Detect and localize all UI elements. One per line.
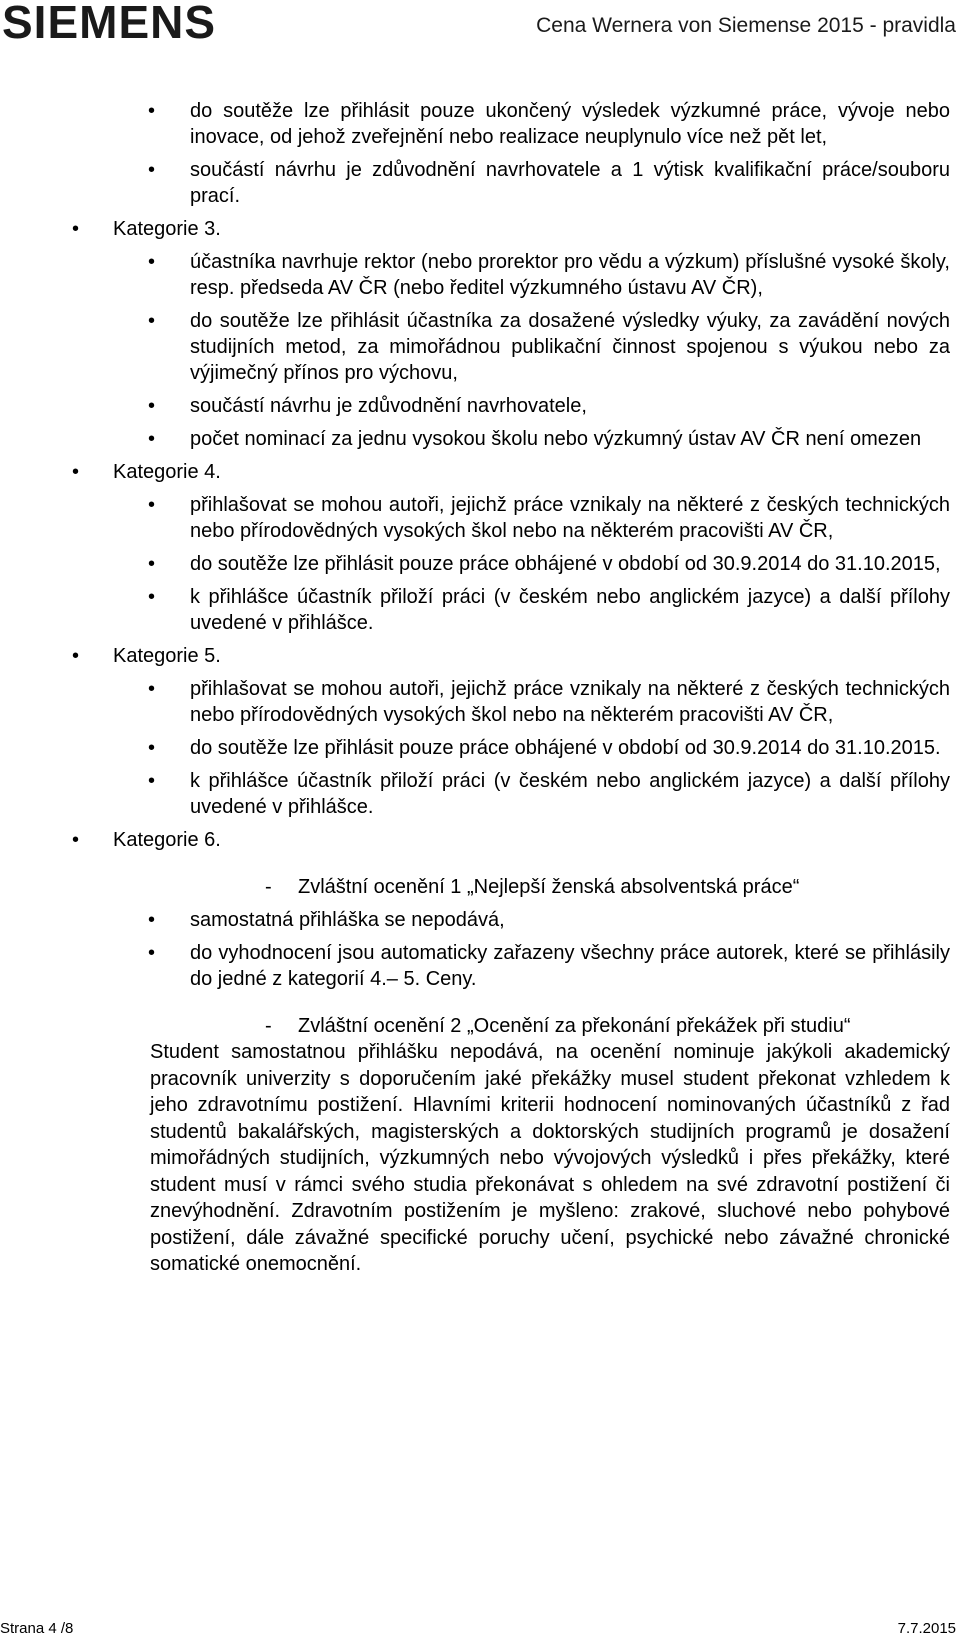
special-award-title: Zvláštní ocenění 1 „Nejlepší ženská absolventská práce“: [298, 876, 800, 898]
list-item: • do soutěže lze přihlásit pouze ukončený výsledek výzkumné práce, vývoje nebo inovace, od jehož zveřejnění nebo realizace neuplynulo více než pět let,: [0, 98, 960, 150]
special-award-heading: [0, 1013, 960, 1039]
list-item: • do soutěže lze přihlásit účastníka za dosažené výsledky výuky, za zavádění nových studijních metod, za mimořádnou publikační činnost spojenou s výukou nebo za výjimečný přínos pro výchovu,: [0, 308, 960, 386]
footer-date: 7.7.2015: [897, 1620, 956, 1637]
list-item: • přihlašovat se mohou autoři, jejichž práce vznikaly na některé z českých technických nebo přírodovědných vysokých škol nebo na některém pracovišti AV ČR,: [0, 676, 960, 728]
dash-marker: -: [265, 1015, 272, 1037]
list-item: • účastníka navrhuje rektor (nebo prorektor pro vědu a výzkum) příslušné vysoké školy, resp. předseda AV ČR (nebo ředitel výzkumného ústavu AV ČR),: [0, 249, 960, 301]
list-item: • samostatná přihláška se nepodává,: [0, 907, 960, 933]
category-heading: • Kategorie 5.: [0, 643, 960, 669]
category-heading: • Kategorie 3.: [0, 216, 960, 242]
list-item: • součástí návrhu je zdůvodnění navrhovatele,: [0, 393, 960, 419]
category-heading: • Kategorie 6.: [0, 827, 960, 853]
dash-marker: -: [265, 876, 272, 898]
list-item: • přihlašovat se mohou autoři, jejichž práce vznikaly na některé z českých technických nebo přírodovědných vysokých škol nebo na některém pracovišti AV ČR,: [0, 492, 960, 544]
category-heading: • Kategorie 4.: [0, 459, 960, 485]
page-header: [0, 0, 960, 48]
list-item: • do vyhodnocení jsou automaticky zařazeny všechny práce autorek, které se přihlásily do jedné z kategorií 4.– 5. Ceny.: [0, 940, 960, 992]
list-item: • do soutěže lze přihlásit pouze práce obhájené v období od 30.9.2014 do 31.10.2015,: [0, 551, 960, 577]
special-award-title: Zvláštní ocenění 2 „Ocenění za překonání překážek při studiu“: [298, 1015, 851, 1037]
list-item: • k přihlášce účastník přiloží práci (v českém nebo anglickém jazyce) a další přílohy uvedené v přihlášce.: [0, 768, 960, 820]
page-number: Strana 4 /8: [0, 1620, 74, 1637]
list-item: • počet nominací za jednu vysokou školu nebo výzkumný ústav AV ČR není omezen: [0, 426, 960, 452]
body-paragraph: Student samostatnou přihlášku nepodává, na ocenění nominuje jakýkoli akademický pracovník univerzity s doporučením jaké překážky musel student překonat vzhledem k jeho zdravotnímu postižení. Hlavními kriterii hodnocení nominovaných účastníků z řad studentů bakalářských, magisterských a doktorských studijních programů je dosažení mimořádných studijních, výzkumných nebo vývojových výsledků i přes překážky, které student musí v rámci svého studia překonávat s ohledem na své zdravotní postižení či znevýhodnění. Zdravotním postižením je myšleno: zrakové, sluchové nebo pohybové postižení, dále závažné specifické poruchy učení, psychické nebo závažné chronické somatické onemocnění.: [150, 1041, 950, 1275]
document-title: Cena Wernera von Siemense 2015 - pravidla: [536, 14, 956, 37]
list-item: • k přihlášce účastník přiloží práci (v českém nebo anglickém jazyce) a další přílohy uvedené v přihlášce.: [0, 584, 960, 636]
list-item: • součástí návrhu je zdůvodnění navrhovatele a 1 výtisk kvalifikační práce/souboru prací.: [0, 157, 960, 209]
special-award-heading: [0, 874, 960, 900]
siemens-logo: SIEMENS: [2, 0, 217, 48]
list-item: • do soutěže lze přihlásit pouze práce obhájené v období od 30.9.2014 do 31.10.2015.: [0, 735, 960, 761]
spacer: [0, 860, 960, 874]
page-content: [0, 98, 960, 1278]
spacer: [0, 999, 960, 1013]
